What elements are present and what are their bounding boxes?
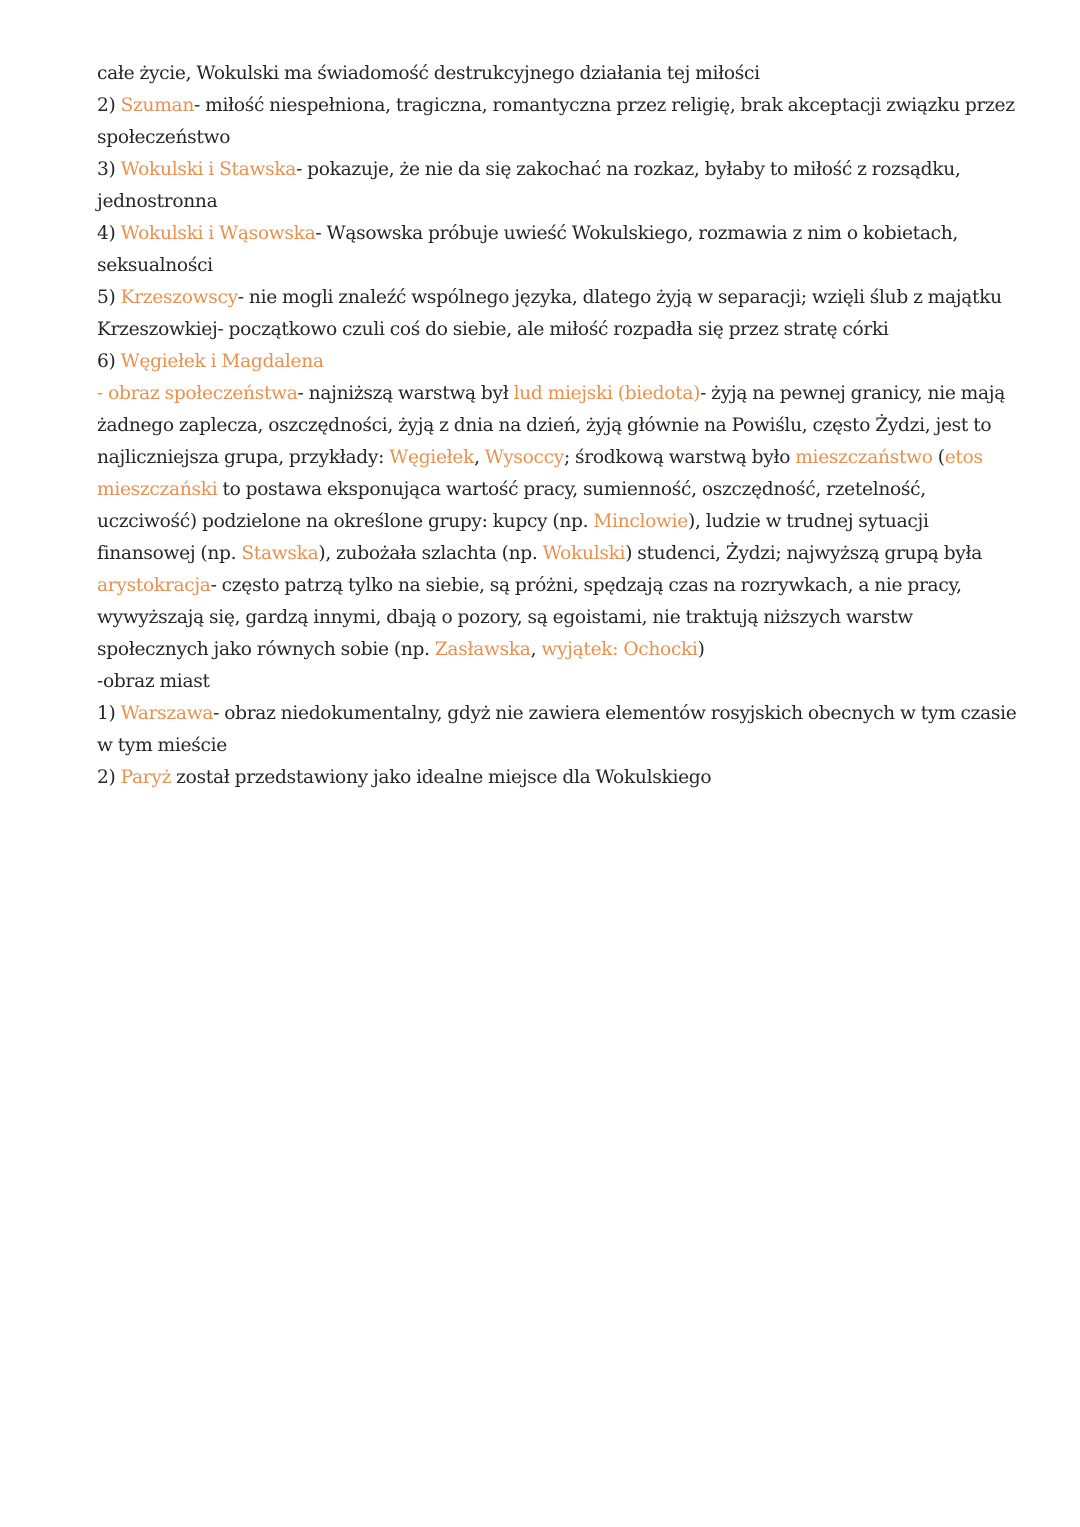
highlighted-term: Węgiełek i Magdalena bbox=[120, 351, 324, 372]
paragraph bbox=[97, 58, 1027, 90]
text-segment: , bbox=[530, 639, 542, 660]
text-segment: , bbox=[474, 447, 485, 468]
paragraph-city-paryz bbox=[97, 762, 1027, 794]
text-segment: ; środkową warstwą było bbox=[563, 447, 796, 468]
highlighted-term: Stawska bbox=[241, 543, 319, 564]
highlighted-term: Minclowie bbox=[593, 511, 689, 532]
text-segment: został przedstawiony jako idealne miejsce dla Wokulskiego bbox=[171, 767, 712, 788]
highlighted-term: Zasławska bbox=[434, 639, 531, 660]
highlighted-term: Warszawa bbox=[120, 703, 214, 724]
highlighted-term: Węgiełek bbox=[389, 447, 475, 468]
text-segment: - żyją na pewnej granicy, nie mają żadnego zaplecza, oszczędności, żyją z dnia na dzień, żyją głównie na Powiślu, często Żydzi, jest to najliczniejsza grupa, przykłady: bbox=[97, 383, 1006, 468]
paragraph-love-szuman bbox=[97, 90, 1027, 154]
text-segment: ), ludzie w trudnej sytuacji finansowej (np. bbox=[97, 511, 929, 564]
paragraph-love-krzeszowscy bbox=[97, 282, 1027, 346]
document-body bbox=[97, 58, 1027, 794]
paragraph-love-wegielek bbox=[97, 346, 1027, 378]
text-segment: 2) bbox=[97, 95, 121, 116]
paragraph-city-warszawa bbox=[97, 698, 1027, 762]
paragraph-cities-heading bbox=[97, 666, 1027, 698]
highlighted-term: Szuman bbox=[120, 95, 195, 116]
highlighted-term: - obraz społeczeństwa bbox=[97, 383, 298, 404]
highlighted-term: Wysoccy bbox=[484, 447, 564, 468]
text-segment: ), zubożała szlachta (np. bbox=[318, 543, 543, 564]
highlighted-term: Paryż bbox=[120, 767, 172, 788]
text-segment: 2) bbox=[97, 767, 121, 788]
text-segment: 3) bbox=[97, 159, 121, 180]
highlighted-term: Krzeszowscy bbox=[120, 287, 238, 308]
highlighted-term: arystokracja bbox=[97, 575, 211, 596]
text-segment: ) bbox=[697, 639, 705, 660]
text-segment: 6) bbox=[97, 351, 121, 372]
text-segment: - miłość niespełniona, tragiczna, romantyczna przez religię, brak akceptacji związku przez społeczeństwo bbox=[97, 95, 1015, 148]
highlighted-term: etos mieszczański bbox=[97, 447, 983, 500]
text-segment: - obraz niedokumentalny, gdyż nie zawiera elementów rosyjskich obecnych w tym czasie w tym mieście bbox=[97, 703, 1017, 756]
text-segment: całe życie, Wokulski ma świadomość destrukcyjnego działania tej miłości bbox=[97, 63, 760, 84]
text-segment: 4) bbox=[97, 223, 121, 244]
text-segment: ( bbox=[932, 447, 945, 468]
text-segment: - pokazuje, że nie da się zakochać na rozkaz, byłaby to miłość z rozsądku, jednostronna bbox=[97, 159, 961, 212]
paragraph-society bbox=[97, 378, 1027, 666]
text-segment: - Wąsowska próbuje uwieść Wokulskiego, rozmawia z nim o kobietach, seksualności bbox=[97, 223, 959, 276]
highlighted-term: lud miejski (biedota) bbox=[513, 383, 701, 404]
paragraph-love-wasowska bbox=[97, 218, 1027, 282]
text-segment: 5) bbox=[97, 287, 121, 308]
paragraph-love-stawska bbox=[97, 154, 1027, 218]
text-segment: 1) bbox=[97, 703, 121, 724]
text-segment: to postawa eksponująca wartość pracy, sumienność, oszczędność, rzetelność, uczciwość) podzielone na określone grupy: kupcy (np. bbox=[97, 479, 926, 532]
text-segment: ) studenci, Żydzi; najwyższą grupą była bbox=[625, 543, 983, 564]
highlighted-term: mieszczaństwo bbox=[795, 447, 933, 468]
text-segment: - nie mogli znaleźć wspólnego języka, dlatego żyją w separacji; wzięli ślub z majątku Krzeszowkiej- początkowo czuli coś do siebie, ale miłość rozpadła się przez stratę córki bbox=[97, 287, 1002, 340]
highlighted-term: Wokulski bbox=[542, 543, 626, 564]
highlighted-term: Wokulski i Wąsowska bbox=[120, 223, 316, 244]
highlighted-term: Wokulski i Stawska bbox=[120, 159, 297, 180]
highlighted-term: wyjątek: Ochocki bbox=[541, 639, 698, 660]
text-segment: - często patrzą tylko na siebie, są próżni, spędzają czas na rozrywkach, a nie pracy, wywyższają się, gardzą innymi, dbają o pozory, są egoistami, nie traktują niższych warstw społecznych jako równych sobie (np. bbox=[97, 575, 962, 660]
text-segment: - najniższą warstwą był bbox=[297, 383, 514, 404]
text-segment: -obraz miast bbox=[97, 671, 210, 692]
